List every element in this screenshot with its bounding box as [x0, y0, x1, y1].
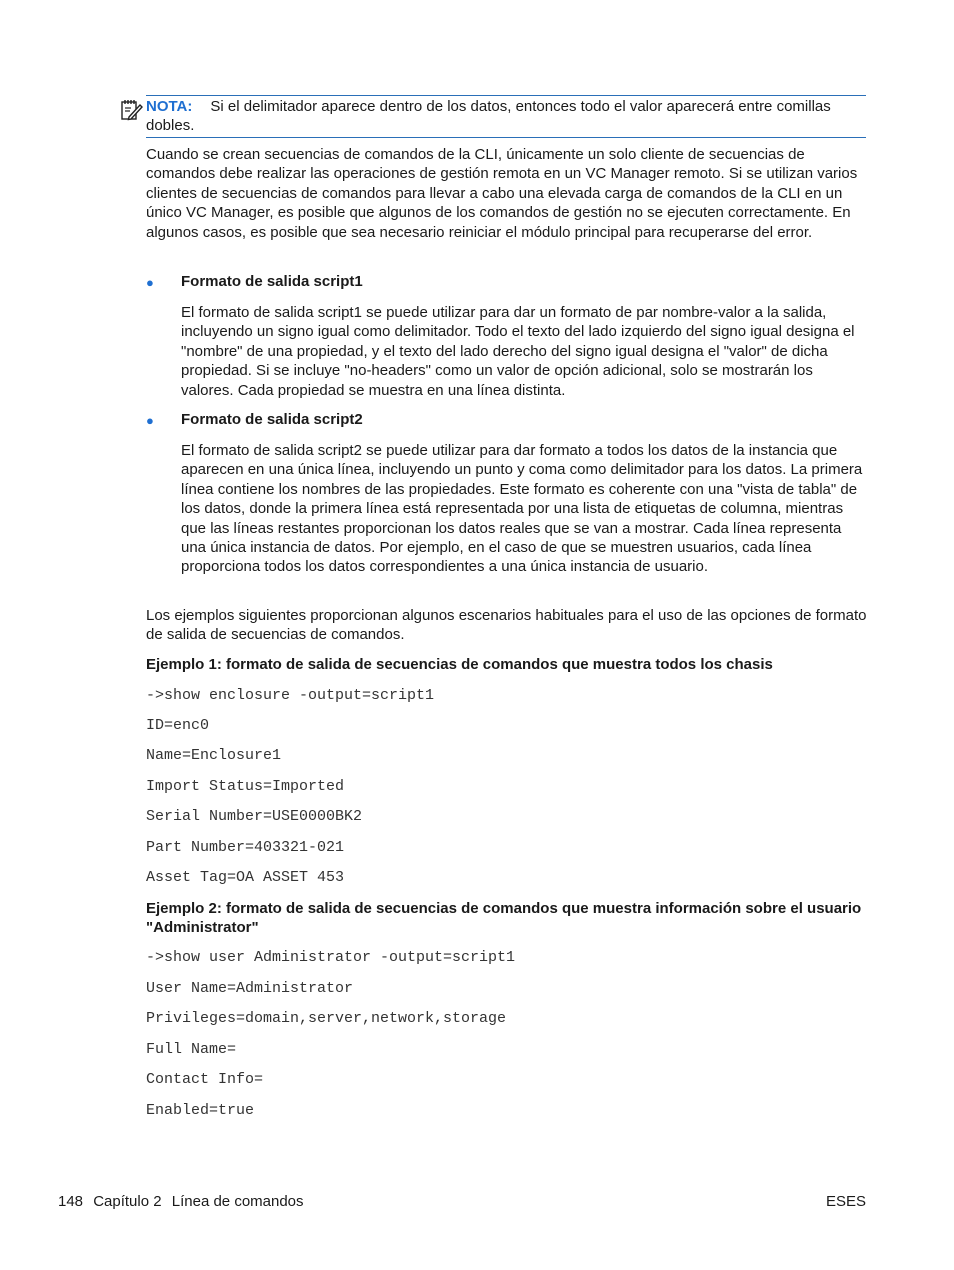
code-line: Serial Number=USE0000BK2 — [146, 808, 363, 825]
intro-paragraph: Cuando se crean secuencias de comandos de la CLI, únicamente un solo cliente de secuencias de comandos debe realizar las operaciones de gestión remota en un VC Manager remoto. Si se utilizan varios clientes de secuencias de comandos para llevar a cabo una elevada carga de comandos de la CLI en un único VC Manager, es posible que algunos de los comandos de gestión no se ejecuten correctamente. En algunos casos, es posible que sea necesario reiniciar el módulo principal para recuperarse del error. — [146, 146, 858, 241]
code-line: Contact Info= — [146, 1071, 264, 1088]
note-text: Si el delimitador aparece dentro de los datos, entonces todo el valor aparecerá entre comillas dobles. — [146, 98, 831, 135]
code-line: Asset Tag=OA ASSET 453 — [146, 869, 345, 886]
code-line: Name=Enclosure1 — [146, 747, 282, 764]
code-line: Enabled=true — [146, 1102, 255, 1119]
page-number: 148 — [58, 1193, 84, 1210]
bullet-icon: ● — [146, 275, 154, 290]
note-icon — [119, 97, 143, 121]
code-line: Import Status=Imported — [146, 778, 345, 795]
bullet-title-script1: Formato de salida script1 — [181, 273, 363, 290]
note-label: NOTA: — [146, 98, 193, 115]
code-line: User Name=Administrator — [146, 980, 354, 997]
code-line: ID=enc0 — [146, 717, 210, 734]
code-line: ->show enclosure -output=script1 — [146, 687, 435, 704]
bullet-text-script1: El formato de salida script1 se puede utilizar para dar un formato de par nombre-valor a la salida, incluyendo un signo igual como delimitador. Todo el texto del lado izquierdo del signo igual designa el "nombre" de una propiedad, y el texto del lado derecho del signo igual designa el "valor" de dicha propiedad. Si se incluye "no-headers" como un valor de opción adicional, solo se mostrarán los valores. Cada propiedad se muestra en una línea distinta. — [181, 304, 855, 399]
code-line: Full Name= — [146, 1041, 237, 1058]
page-footer-left — [58, 1192, 310, 1211]
chapter-title: Línea de comandos — [171, 1193, 304, 1210]
code-line: Privileges=domain,server,network,storage — [146, 1010, 507, 1027]
code-line: Part Number=403321-021 — [146, 839, 345, 856]
chapter-label: Capítulo 2 — [93, 1193, 162, 1210]
example2-heading: Ejemplo 2: formato de salida de secuencias de comandos que muestra información sobre el usuario "Administrator" — [146, 900, 862, 937]
code-line: ->show user Administrator -output=script1 — [146, 949, 516, 966]
example1-heading: Ejemplo 1: formato de salida de secuencias de comandos que muestra todos los chasis — [146, 656, 773, 673]
examples-intro: Los ejemplos siguientes proporcionan algunos escenarios habituales para el uso de las opciones de formato de salida de secuencias de comandos. — [146, 607, 867, 644]
bullet-icon: ● — [146, 413, 154, 428]
note-box — [146, 95, 866, 138]
bullet-text-script2: El formato de salida script2 se puede utilizar para dar formato a todos los datos de la instancia que aparecen en una única línea, incluyendo un punto y coma como delimitador para los datos. La primera línea contiene los nombres de las propiedades. Este formato es coherente con una "vista de tabla" de los datos, donde la primera línea está representada por una lista de etiquetas de columna, mientras que las líneas restantes proporcionan los datos reales que se van a mostrar. Cada línea representa una única instancia de datos. Por ejemplo, en el caso de que se muestren usuarios, cada línea proporciona todos los datos correspondientes a una única instancia de usuario. — [181, 442, 863, 576]
page-footer-locale: ESES — [825, 1193, 866, 1210]
bullet-title-script2: Formato de salida script2 — [181, 411, 363, 428]
